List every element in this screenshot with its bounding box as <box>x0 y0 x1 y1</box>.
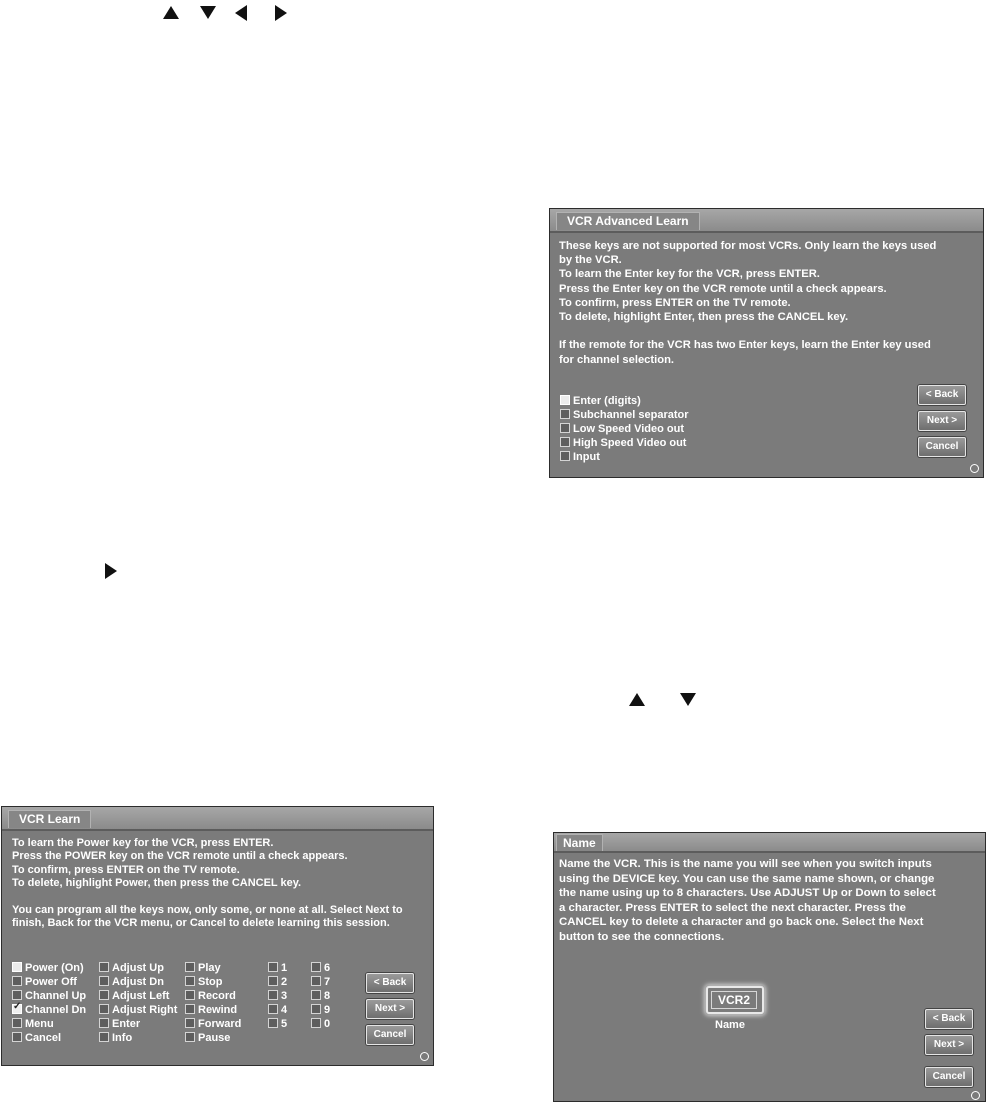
screen-title: VCR Advanced Learn <box>556 212 700 230</box>
checkbox-checked[interactable] <box>12 1004 22 1014</box>
up-arrow-icon <box>163 6 179 19</box>
instructions-text: These keys are not supported for most VCRs. Only learn the keys used by the VCR. To learn the Enter key for the VCR, press ENTER. Press the Enter key on the VCR remote until a check appears. To confirm, press ENTER on the TV remote. To delete, highlight Enter, then press the CANCEL key. If the remote for the VCR has two Enter keys, learn the Enter key used for channel selection. <box>559 240 937 366</box>
key-item-5[interactable]: 5 <box>268 1018 287 1030</box>
instructions-text: To learn the Power key for the VCR, press ENTER. Press the POWER key on the VCR remote until a check appears. To confirm, press ENTER on the TV remote. To delete, highlight Power, then press the CANCEL key. You can program all the keys now, only some, or none at all. Select Next to finish, Back for the VCR menu, or Cancel to delete learning this session. <box>12 837 403 930</box>
down-arrow-icon <box>200 6 216 19</box>
key-item-stop[interactable]: Stop <box>185 976 222 988</box>
checkbox[interactable] <box>268 1018 278 1028</box>
key-item-menu[interactable]: Menu <box>12 1018 54 1030</box>
checkbox[interactable] <box>12 962 22 972</box>
checkbox[interactable] <box>560 437 570 447</box>
key-item-input[interactable]: Input <box>560 451 600 463</box>
checkbox[interactable] <box>185 976 195 986</box>
key-item-adjust-right[interactable]: Adjust Right <box>99 1004 177 1016</box>
checkbox[interactable] <box>99 1004 109 1014</box>
key-item-forward[interactable]: Forward <box>185 1018 241 1030</box>
checkbox[interactable] <box>185 962 195 972</box>
key-item-low-speed-video-out[interactable]: Low Speed Video out <box>560 423 684 435</box>
cancel-button[interactable]: Cancel <box>918 437 966 457</box>
title-bar <box>550 209 983 233</box>
right-arrow-icon <box>275 5 287 21</box>
checkbox[interactable] <box>185 1018 195 1028</box>
key-item-rewind[interactable]: Rewind <box>185 1004 237 1016</box>
key-item-channel-dn[interactable]: ✓Channel Dn <box>12 1004 86 1016</box>
key-item-power-on[interactable]: Power (On) <box>12 962 84 974</box>
checkbox[interactable] <box>311 962 321 972</box>
checkbox[interactable] <box>99 1032 109 1042</box>
checkbox[interactable] <box>268 990 278 1000</box>
key-item-4[interactable]: 4 <box>268 1004 287 1016</box>
checkbox[interactable] <box>311 1018 321 1028</box>
checkbox[interactable] <box>268 976 278 986</box>
next-button[interactable]: Next > <box>366 999 414 1019</box>
corner-logo-icon <box>971 1091 980 1100</box>
checkbox[interactable] <box>311 990 321 1000</box>
key-item-channel-up[interactable]: Channel Up <box>12 990 86 1002</box>
checkbox[interactable] <box>185 1004 195 1014</box>
key-item-9[interactable]: 9 <box>311 1004 330 1016</box>
up-arrow-icon <box>629 693 645 706</box>
key-item-3[interactable]: 3 <box>268 990 287 1002</box>
key-item-play[interactable]: Play <box>185 962 221 974</box>
key-item-enter[interactable]: Enter <box>99 1018 140 1030</box>
key-item-8[interactable]: 8 <box>311 990 330 1002</box>
title-bar <box>554 833 985 853</box>
key-item-power-off[interactable]: Power Off <box>12 976 77 988</box>
key-item-1[interactable]: 1 <box>268 962 287 974</box>
key-item-6[interactable]: 6 <box>311 962 330 974</box>
checkbox[interactable] <box>268 962 278 972</box>
next-button[interactable]: Next > <box>925 1035 973 1055</box>
key-item-adjust-left[interactable]: Adjust Left <box>99 990 169 1002</box>
name-value: VCR2 <box>711 991 757 1009</box>
key-item-2[interactable]: 2 <box>268 976 287 988</box>
checkbox[interactable] <box>560 409 570 419</box>
key-item-subchannel-separator[interactable]: Subchannel separator <box>560 409 689 421</box>
checkbox[interactable] <box>311 1004 321 1014</box>
title-bar <box>2 807 433 831</box>
name-input-field[interactable] <box>706 986 764 1014</box>
right-arrow-icon <box>105 563 117 579</box>
down-arrow-icon <box>680 693 696 706</box>
checkbox[interactable] <box>12 1018 22 1028</box>
key-item-record[interactable]: Record <box>185 990 236 1002</box>
checkbox[interactable] <box>12 990 22 1000</box>
key-item-info[interactable]: Info <box>99 1032 132 1044</box>
key-item-enter-digits[interactable]: Enter (digits) <box>560 395 641 407</box>
screen-title: VCR Learn <box>8 810 91 828</box>
next-button[interactable]: Next > <box>918 411 966 431</box>
checkbox[interactable] <box>560 395 570 405</box>
key-item-adjust-up[interactable]: Adjust Up <box>99 962 164 974</box>
vcr-learn-screen <box>1 806 434 1066</box>
key-item-adjust-dn[interactable]: Adjust Dn <box>99 976 164 988</box>
checkbox[interactable] <box>12 976 22 986</box>
screen-title: Name <box>556 834 603 851</box>
key-item-pause[interactable]: Pause <box>185 1032 230 1044</box>
checkbox[interactable] <box>560 423 570 433</box>
checkbox[interactable] <box>560 451 570 461</box>
checkbox[interactable] <box>185 1032 195 1042</box>
vcr-advanced-learn-screen <box>549 208 984 478</box>
checkbox[interactable] <box>99 1018 109 1028</box>
checkbox[interactable] <box>99 962 109 972</box>
checkbox[interactable] <box>99 990 109 1000</box>
checkbox[interactable] <box>12 1032 22 1042</box>
corner-logo-icon <box>970 464 979 473</box>
name-label: Name <box>715 1019 745 1031</box>
cancel-button[interactable]: Cancel <box>925 1067 973 1087</box>
left-arrow-icon <box>235 5 247 21</box>
name-screen <box>553 832 986 1102</box>
key-item-cancel[interactable]: Cancel <box>12 1032 61 1044</box>
cancel-button[interactable]: Cancel <box>366 1025 414 1045</box>
key-item-high-speed-video-out[interactable]: High Speed Video out <box>560 437 686 449</box>
checkbox[interactable] <box>185 990 195 1000</box>
back-button[interactable]: < Back <box>366 973 414 993</box>
back-button[interactable]: < Back <box>918 385 966 405</box>
checkbox[interactable] <box>311 976 321 986</box>
key-item-7[interactable]: 7 <box>311 976 330 988</box>
corner-logo-icon <box>420 1052 429 1061</box>
instructions-text: Name the VCR. This is the name you will see when you switch inputs using the DEVICE key. You can use the same name shown, or change the name using up to 8 characters. Use ADJUST Up or Down to select a character. Press ENTER to select the next character. Press the CANCEL key to delete a character and go back one. Select the Next button to see the connections. <box>559 858 936 943</box>
key-item-0[interactable]: 0 <box>311 1018 330 1030</box>
back-button[interactable]: < Back <box>925 1009 973 1029</box>
checkbox[interactable] <box>99 976 109 986</box>
checkbox[interactable] <box>268 1004 278 1014</box>
